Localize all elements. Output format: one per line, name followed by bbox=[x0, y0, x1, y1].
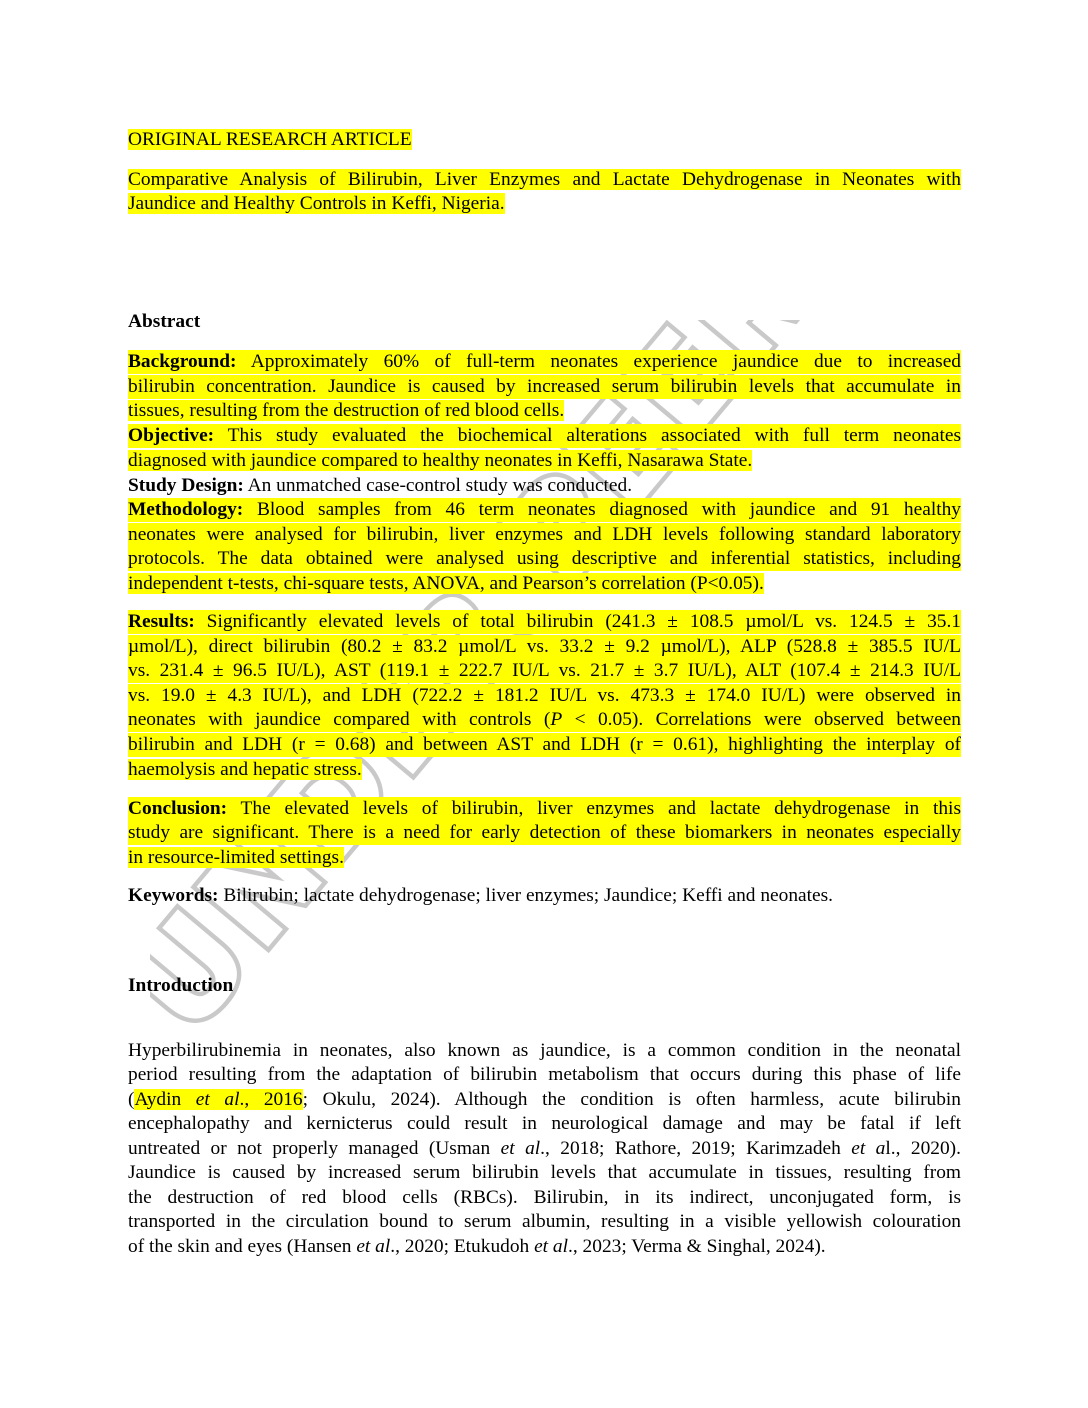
citation-aydin: Aydin et al., 2016 bbox=[134, 1089, 303, 1110]
keywords: Keywords: Bilirubin; lactate dehydrogenase; liver enzymes; Jaundice; Keffi and neonates. bbox=[128, 885, 834, 906]
introduction-heading: Introduction bbox=[128, 975, 234, 996]
abstract-heading: Abstract bbox=[128, 311, 201, 332]
article-type: ORIGINAL RESEARCH ARTICLE bbox=[128, 129, 412, 150]
abstract-study-design: Study Design: An unmatched case-control study was conducted. bbox=[128, 475, 633, 496]
document-page: ORIGINAL RESEARCH ARTICLE Comparative Analysis of Bilirubin, Liver Enzymes and Lactate Dehydrogenase in Neonates with Jaundice and Healthy Controls in Keffi, Nigeria. Abstract Background: Approximately 60% of full-term neonates experience jaundice due to increased bilirubin concentration. Jaundice is caused by increased serum bilirubin levels that accumulate in tissues, resulting from the destruction of red blood cells. Objective: This study evaluated the biochemical alterations associated with full term neonates diagnosed with jaundice compared to healthy neonates in Keffi, Nasarawa State. Study Design: An unmatched case-control study was conducted. Methodology: Blood samples from 46 term neonates diagnosed with jaundice and 91 healthy neonates were analysed for bilirubin, liver enzymes and LDH levels following standard laboratory protocols. The data obtained were analysed using descriptive and inferential statistics, including independent t-tests, chi-square tests, ANOVA, and Pearson’s correlation (P<0.05). Results: Significantly elevated levels of total bilirubin (241.3 ± 108.5 µmol/L vs. 124.5 ± 35.1 µmol/L), direct bilirubin (80.2 ± 83.2 µmol/L vs. 33.2 ± 9.2 µmol/L), ALP (528.8 ± 385.5 IU/L vs. 231.4 ± 96.5 IU/L), AST (119.1 ± 222.7 IU/L vs. 21.7 ± 3.7 IU/L), ALT (107.4 ± 214.3 IU/L vs. 19.0 ± 4.3 IU/L), and LDH (722.2 ± 181.2 IU/L vs. 473.3 ± 174.0 IU/L) were observed in neonates with jaundice compared with controls (P < 0.05). Correlations were observed between bilirubin and LDH (r = 0.68) and between AST and LDH (r = 0.61), highlighting the interplay of haemolysis and hepatic stress. Conclusion: The elevated levels of bilirubin, liver enzymes and lactate dehydrogenase in this study are significant. There is a need for early detection of these biomarkers in neonates especially in resource-limited settings. Keywords: Bilirubin; lactate dehydrogenase; liver enzymes; Jaundice; Keffi and neonates. Introduction Hyperbilirubinemia in neonates, also known as jaundice, is a common condition in the neonatal period resulting from the adaptation of bilirubin metabolism that occurs during this phase of life (Aydin et al., 2016; Okulu, 2024). Although the condition is often harmless, acute bilirubin encephalopathy and kernicterus could result in neurological damage and may be fatal if left untreated or not properly managed (Usman et al., 2018; Rathore, 2019; Karimzadeh et al., 2020). Jaundice is caused by increased serum bilirubin levels that accumulate in tissues, resulting from the destruction of red blood cells (RBCs). Bilirubin, in its indirect, unconjugated form, is transported in the circulation bound to serum albumin, resulting in a visible yellowish colouration of the skin and eyes (Hansen et al., 2020; Etukudoh et al., 2023; Verma & Singhal, 2024). bbox=[128, 129, 961, 1257]
